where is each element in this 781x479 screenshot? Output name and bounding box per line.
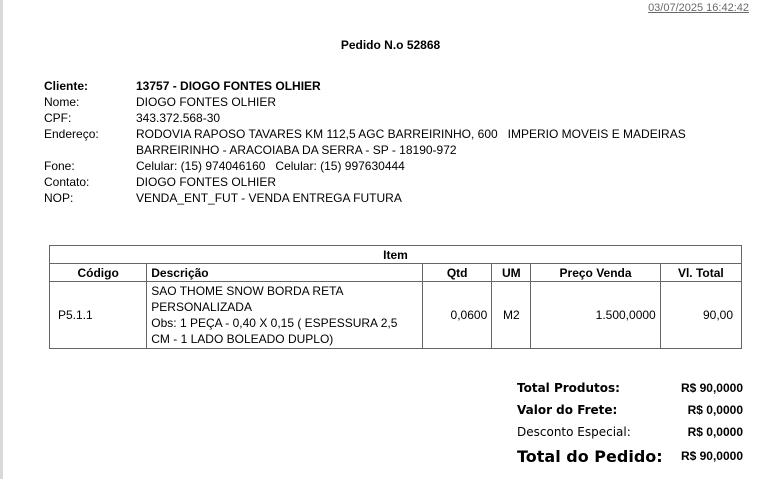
- cpf-row: [44, 110, 751, 126]
- valor-frete-label: Valor do Frete:: [517, 403, 618, 417]
- cliente-row: [44, 78, 751, 94]
- cell-um: M2: [492, 282, 531, 349]
- fone-value: Celular: (15) 974046160 Celular: (15) 997630444: [136, 159, 405, 173]
- valor-frete-value: R$ 0,0000: [687, 403, 743, 417]
- total-produtos-label: Total Produtos:: [517, 381, 620, 395]
- endereco-value: [136, 126, 751, 158]
- contato-row: [44, 174, 751, 190]
- endereco-row: [44, 126, 751, 158]
- items-table: [49, 245, 742, 349]
- col-um: UM: [492, 264, 531, 282]
- endereco-label: Endereço:: [44, 127, 99, 141]
- cpf-value: 343.372.568-30: [136, 111, 221, 125]
- desc-line1: SAO THOME SNOW BORDA RETA: [151, 284, 344, 298]
- total-pedido-label: Total do Pedido:: [517, 446, 663, 466]
- order-title: Pedido N.o 52868: [340, 38, 441, 52]
- contato-label: Contato:: [44, 175, 90, 189]
- nop-row: [44, 190, 751, 206]
- total-produtos-row: [517, 377, 743, 399]
- contato-value: DIOGO FONTES OLHIER: [136, 175, 277, 189]
- table-row: [50, 282, 742, 349]
- print-timestamp[interactable]: 03/07/2025 16:42:42: [648, 2, 749, 14]
- desc-line4: CM - 1 LADO BOLEADO DUPLO): [151, 332, 334, 346]
- cell-descricao: [147, 282, 423, 349]
- nop-value: VENDA_ENT_FUT - VENDA ENTREGA FUTURA: [136, 191, 402, 205]
- fone-label: Fone:: [44, 159, 75, 173]
- col-descricao: Descrição: [147, 264, 423, 282]
- fone-row: [44, 158, 751, 174]
- nop-label: NOP:: [44, 191, 74, 205]
- order-totals: [517, 377, 743, 469]
- desconto-value: R$ 0,0000: [687, 425, 743, 439]
- total-pedido-value: R$ 90,0000: [680, 449, 743, 463]
- cliente-value: 13757 - DIOGO FONTES OLHIER: [136, 79, 321, 93]
- cell-qtd: 0,0600: [423, 282, 492, 349]
- nome-row: [44, 94, 751, 110]
- items-section-title: Item: [50, 246, 742, 264]
- desc-line2: PERSONALIZADA: [151, 300, 252, 314]
- nome-label: Nome:: [44, 95, 80, 109]
- valor-frete-row: [517, 399, 743, 421]
- col-codigo: Código: [50, 264, 147, 282]
- cell-preco: 1.500,0000: [531, 282, 660, 349]
- cell-total: 90,00: [660, 282, 741, 349]
- client-info: [44, 78, 751, 206]
- col-preco-venda: Preço Venda: [531, 264, 660, 282]
- endereco-line2: BARREIRINHO - ARACOIABA DA SERRA - SP - 18190-972: [136, 143, 457, 157]
- desconto-label: Desconto Especial:: [517, 425, 631, 439]
- nome-value: DIOGO FONTES OLHIER: [136, 95, 277, 109]
- desc-line3: Obs: 1 PEÇA - 0,40 X 0,15 ( ESPESSURA 2,5: [151, 316, 398, 330]
- col-qtd: Qtd: [423, 264, 492, 282]
- total-produtos-value: R$ 90,0000: [680, 381, 743, 395]
- total-pedido-row: [517, 443, 743, 469]
- desconto-row: [517, 421, 743, 443]
- cell-codigo: P5.1.1: [50, 282, 147, 349]
- cpf-label: CPF:: [44, 111, 72, 125]
- endereco-line1: RODOVIA RAPOSO TAVARES KM 112,5 AGC BARREIRINHO, 600 IMPERIO MOVEIS E MADEIRAS: [136, 127, 686, 141]
- col-vl-total: Vl. Total: [660, 264, 741, 282]
- cliente-label: Cliente:: [44, 79, 89, 93]
- page-left-border: [0, 0, 3, 479]
